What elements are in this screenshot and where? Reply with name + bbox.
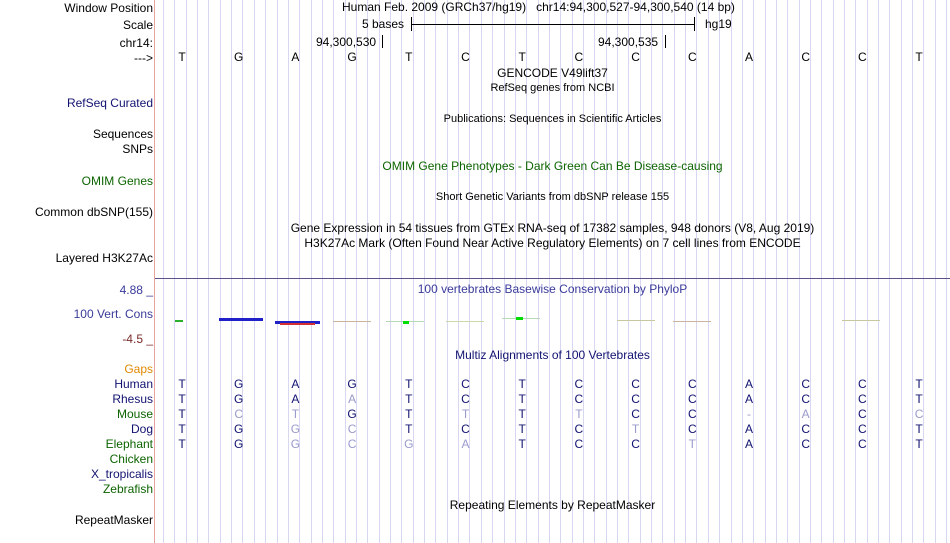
species-label-zebrafish[interactable]: Zebrafish [102, 482, 153, 496]
coord-label-2: 94,300,535 [598, 35, 659, 49]
phylop-min-value: -4.5 _ [122, 332, 153, 346]
repeatmasker-label[interactable]: RepeatMasker [74, 513, 153, 527]
strand-label[interactable]: ---> [134, 51, 153, 65]
alignment-base: A [348, 392, 357, 406]
alignment-base: C [631, 377, 640, 391]
reference-base: G [234, 50, 244, 64]
cons-bar [280, 323, 315, 325]
alignment-base: C [461, 377, 470, 391]
species-label-elephant[interactable]: Elephant [105, 437, 153, 451]
refseq-track-subtitle: RefSeq genes from NCBI [490, 82, 615, 94]
alignment-base: C [687, 407, 697, 421]
alignment-base: A [291, 377, 300, 391]
omim-genes-label[interactable]: OMIM Genes [81, 174, 153, 188]
alignment-base: C [461, 422, 470, 436]
cons-bar [403, 321, 409, 324]
alignment-base: G [234, 392, 244, 406]
alignment-base: G [290, 422, 301, 436]
reference-base: T [178, 50, 186, 64]
alignment-base: C [858, 377, 867, 391]
multiz-track-title: Multiz Alignments of 100 Vertebrates [455, 348, 650, 362]
species-label-mouse[interactable]: Mouse [116, 407, 153, 421]
cons-bar [617, 320, 655, 321]
alignment-base: T [518, 392, 526, 406]
alignment-base: C [687, 392, 697, 406]
alignment-base: C [858, 437, 867, 451]
alignment-base: G [234, 437, 244, 451]
scale-assembly: hg19 [705, 17, 732, 31]
alignment-base: T [518, 377, 526, 391]
vert-cons-label[interactable]: 100 Vert. Cons [73, 307, 153, 321]
alignment-base: T [518, 422, 526, 436]
alignment-base: T [518, 437, 526, 451]
cons-bar [333, 321, 371, 322]
alignment-base: A [744, 422, 753, 436]
alignment-base: C [631, 392, 640, 406]
sequences-label[interactable]: Sequences [92, 127, 153, 141]
reference-base: A [291, 50, 300, 64]
alignment-base: - [747, 407, 751, 421]
alignment-base: T [178, 392, 186, 406]
alignment-base: T [461, 407, 470, 421]
alignment-base: C [574, 392, 584, 406]
layered-h3k27ac-label[interactable]: Layered H3K27Ac [55, 251, 153, 265]
reference-base: C [461, 50, 470, 64]
alignment-base: T [178, 437, 186, 451]
alignment-base: C [801, 437, 811, 451]
alignment-base: A [801, 407, 810, 421]
reference-base: C [858, 50, 867, 64]
reference-base: T [915, 50, 923, 64]
alignment-base: T [405, 422, 413, 436]
window-position-label: Window Position [64, 1, 153, 15]
alignment-base: T [178, 407, 186, 421]
reference-base: C [631, 50, 640, 64]
alignment-base: C [801, 392, 811, 406]
species-label-x_tropicalis[interactable]: X_tropicalis [90, 467, 153, 481]
species-label-human[interactable]: Human [114, 377, 153, 391]
alignment-base: G [404, 437, 414, 451]
species-label-rhesus[interactable]: Rhesus [112, 392, 153, 406]
coord-tick-1 [382, 35, 383, 48]
alignment-base: T [405, 392, 413, 406]
alignment-base: T [915, 392, 923, 406]
reference-base: C [574, 50, 584, 64]
alignment-base: C [347, 422, 357, 436]
coord-tick-2 [665, 35, 666, 48]
cons-bar [175, 320, 183, 322]
alignment-base: G [347, 377, 357, 391]
alignment-base: G [290, 437, 301, 451]
alignment-base: T [915, 422, 923, 436]
alignment-base: C [801, 422, 811, 436]
species-label-chicken[interactable]: Chicken [109, 452, 153, 466]
dbsnp-track-title: Short Genetic Variants from dbSNP release 155 [435, 191, 670, 203]
alignment-base: T [915, 377, 923, 391]
alignment-base: T [178, 377, 186, 391]
alignment-base: C [347, 437, 357, 451]
alignment-base: G [347, 407, 357, 421]
cons-bar [842, 320, 880, 321]
alignment-base: T [915, 437, 923, 451]
alignment-base: T [405, 407, 413, 421]
alignment-base: C [858, 422, 867, 436]
alignment-base: A [744, 392, 753, 406]
alignment-base: A [291, 392, 300, 406]
window-position-value: Human Feb. 2009 (GRCh37/hg19) chr14:94,300,527-94,300,540 (14 bp) [342, 0, 735, 14]
common-dbsnp-label[interactable]: Common dbSNP(155) [34, 205, 153, 219]
alignment-base: A [744, 377, 753, 391]
gaps-label[interactable]: Gaps [124, 362, 153, 376]
phylop-max-value: 4.88 _ [119, 283, 153, 297]
alignment-base: T [575, 407, 583, 421]
alignment-base: C [858, 407, 867, 421]
alignment-base: A [461, 437, 470, 451]
alignment-base: C [914, 407, 924, 421]
cons-bar [446, 321, 484, 322]
alignment-base: T [518, 407, 526, 421]
alignment-base: G [234, 377, 244, 391]
alignment-base: T [178, 422, 186, 436]
alignment-base: T [631, 422, 640, 436]
alignment-base: C [631, 437, 640, 451]
scale-label[interactable]: Scale [122, 18, 153, 32]
repeatmasker-track-title: Repeating Elements by RepeatMasker [449, 498, 656, 512]
snps-label[interactable]: SNPs [122, 142, 153, 156]
alignment-base: T [405, 377, 413, 391]
coord-label-1: 94,300,530 [316, 35, 377, 49]
scale-bar-right-tick [694, 17, 695, 31]
reference-base: C [801, 50, 811, 64]
phylop-track-title: 100 vertebrates Basewise Conservation by PhyloP [417, 282, 688, 296]
alignment-base: C [687, 377, 697, 391]
alignment-base: T [688, 437, 696, 451]
alignment-base: C [574, 437, 584, 451]
omim-track-title: OMIM Gene Phenotypes - Dark Green Can Be Disease-causing [382, 159, 723, 173]
h3k27ac-track-title: H3K27Ac Mark (Often Found Near Active Regulatory Elements) on 7 cell lines from ENCODE [304, 236, 801, 250]
species-label-dog[interactable]: Dog [130, 422, 153, 436]
scale-bar [411, 24, 694, 25]
reference-base: A [744, 50, 753, 64]
alignment-base: G [234, 422, 244, 436]
alignment-base: C [234, 407, 244, 421]
cons-bar [516, 317, 523, 320]
alignment-base: C [631, 407, 640, 421]
reference-base: C [687, 50, 697, 64]
reference-base: G [347, 50, 357, 64]
reference-base: T [405, 50, 413, 64]
chrom-label: chr14: [119, 36, 153, 50]
cons-bar [219, 318, 263, 321]
reference-base: T [518, 50, 526, 64]
alignment-base: C [461, 392, 470, 406]
alignment-base: C [858, 392, 867, 406]
publications-track-title: Publications: Sequences in Scientific Articles [443, 113, 662, 125]
alignment-base: A [744, 437, 753, 451]
track-divider [155, 278, 950, 279]
alignment-base: C [687, 422, 697, 436]
alignment-base: C [574, 422, 584, 436]
gtex-track-title: Gene Expression in 54 tissues from GTEx RNA-seq of 17382 samples, 948 donors (V8, Aug 2019) [290, 221, 815, 235]
scale-text: 5 bases [362, 17, 405, 31]
refseq-curated-label[interactable]: RefSeq Curated [66, 96, 153, 110]
alignment-base: C [574, 377, 584, 391]
gencode-track-title[interactable]: GENCODE V49lift37 [497, 66, 608, 80]
alignment-base: C [801, 377, 811, 391]
cons-bar [673, 321, 711, 322]
alignment-base: T [291, 407, 300, 421]
